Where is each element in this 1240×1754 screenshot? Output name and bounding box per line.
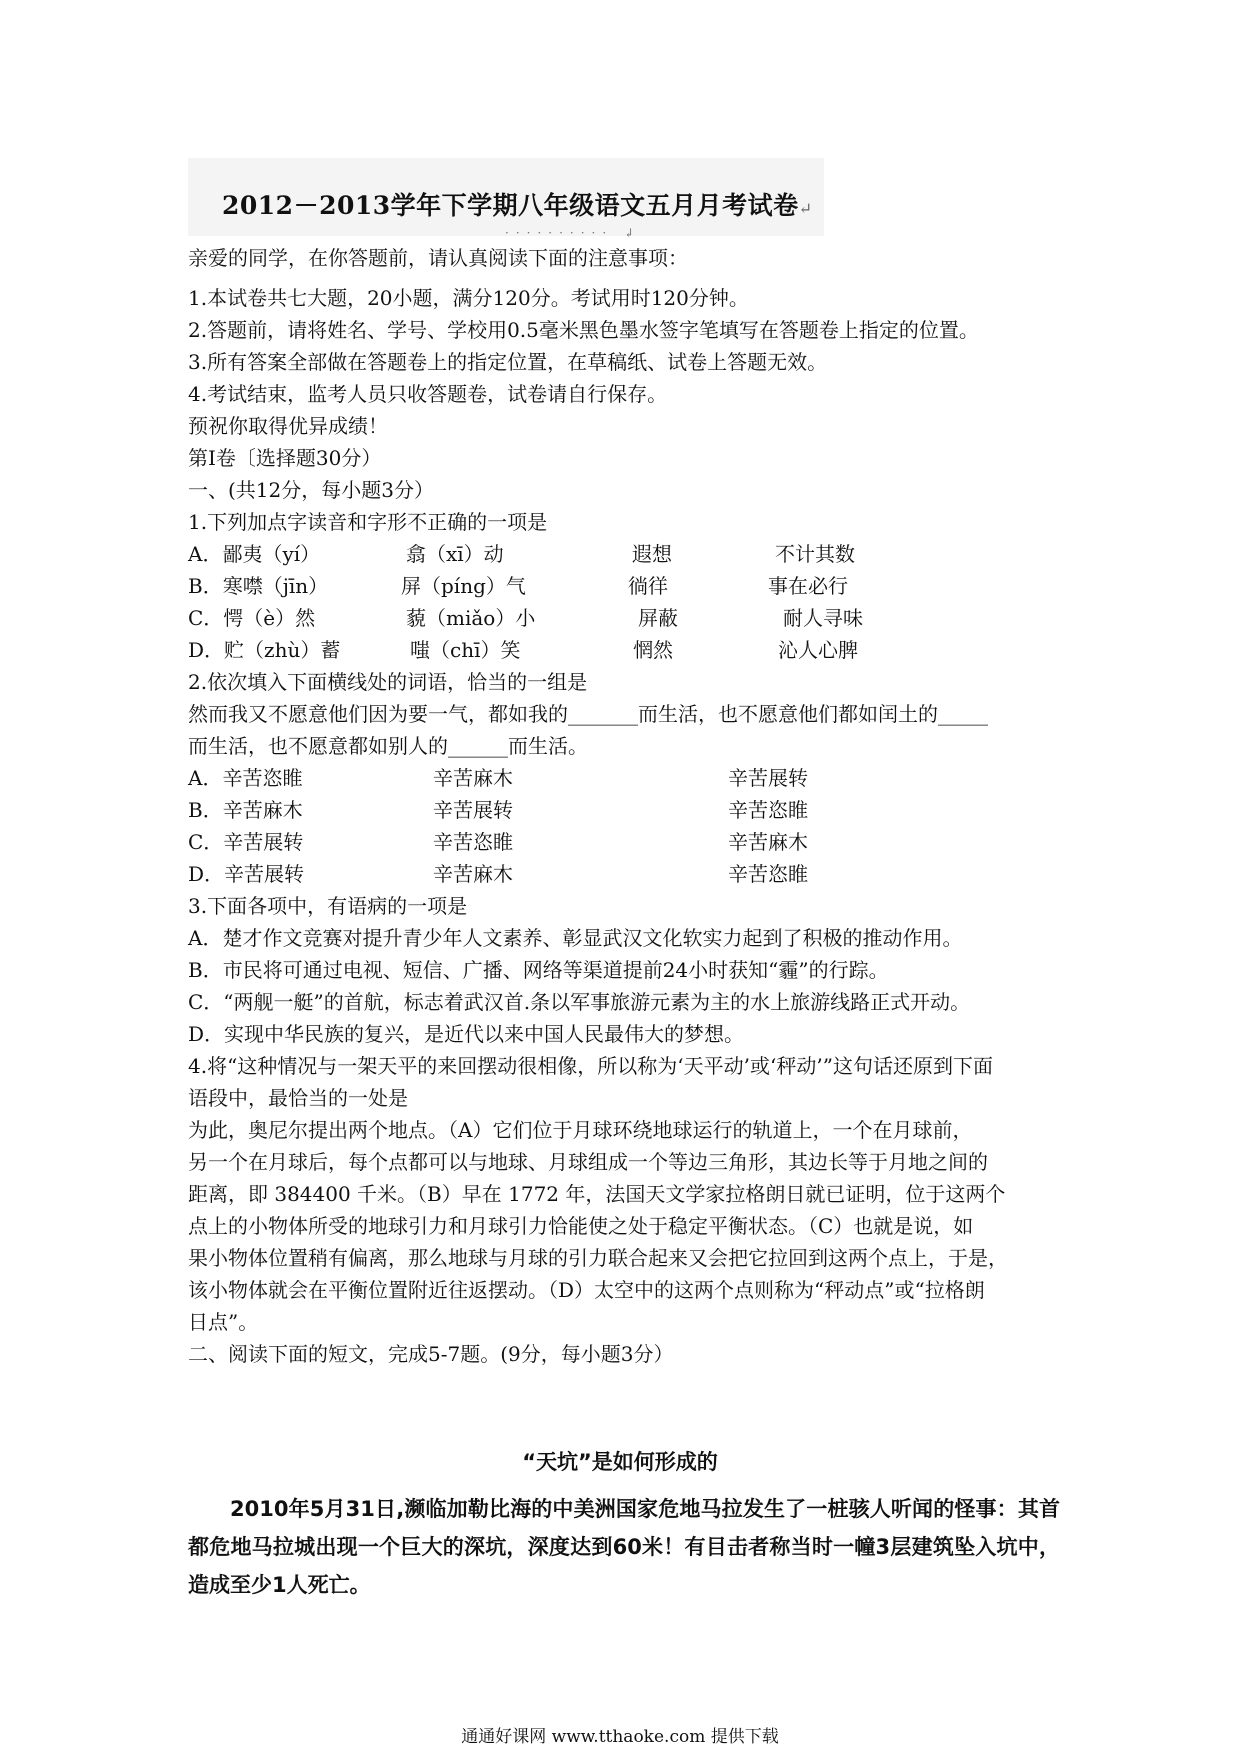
notice-intro: 亲爱的同学，在你答题前，请认真阅读下面的注意事项： — [188, 246, 688, 270]
q4-passage-5: 果小物体位置稍有偏离，那么地球与月球的引力联合起来又会把它拉回到这两个点上，于是， — [188, 1246, 1008, 1270]
q2-a-2: 辛苦麻木 — [433, 766, 513, 790]
q2-d-1: D．辛苦展转 — [188, 862, 305, 886]
q1-c-1: C．愕（è）然 — [188, 606, 316, 630]
q1-a-2: 翕（xī）动 — [406, 542, 504, 566]
q1-c-3: 屏蔽 — [638, 606, 678, 630]
q4-passage-1: 为此，奥尼尔提出两个地点。（A）它们位于月球环绕地球运行的轨道上，一个在月球前， — [188, 1118, 973, 1142]
notice-item-1: 1.本试卷共七大题，20小题，满分120分。考试用时120分钟。 — [188, 286, 749, 310]
q1-c-2: 藐（miǎo）小 — [406, 606, 536, 630]
q2-d-3: 辛苦恣睢 — [728, 862, 808, 886]
q1-a-4: 不计其数 — [775, 542, 855, 566]
q3-option-c: C．“两舰一艇”的首航，标志着武汉首.条以军事旅游元素为主的水上旅游线路正式开动。 — [188, 990, 971, 1014]
q1-stem: 1.下列加点字读音和字形不正确的一项是 — [188, 510, 548, 534]
q4-passage-4: 点上的小物体所受的地球引力和月球引力恰能使之处于稳定平衡状态。（C）也就是说，如 — [188, 1214, 974, 1238]
q1-c-4: 耐人寻味 — [783, 606, 863, 630]
article-title: “天坑”是如何形成的 — [522, 1450, 718, 1474]
q4-passage-6: 该小物体就会在平衡位置附近往返摆动。（D）太空中的这两个点则称为“秤动点”或“拉格朗 — [188, 1278, 985, 1302]
underline-dots: ·········· ↲ — [505, 226, 642, 240]
volume-heading: 第Ⅰ卷〔选择题30分） — [188, 446, 382, 470]
q4-passage-3: 距离，即 384400 千米。（B）早在 1772 年，法国天文学家拉格朗日就已证明，位于这两个 — [188, 1182, 1006, 1206]
q1-d-1: D．贮（zhù）蓄 — [188, 638, 341, 662]
article-paragraph: 2010年5月31日,濒临加勒比海的中美洲国家危地马拉发生了一桩骇人听闻的怪事：其首都危地马拉城出现一个巨大的深坑，深度达到60米！有目击者称当时一幢3层建筑坠入坑中，造成至少1人死亡。 — [188, 1497, 1060, 1597]
q4-passage-7: 日点”。 — [188, 1310, 259, 1334]
q3-stem: 3.下面各项中，有语病的一项是 — [188, 894, 468, 918]
q3-option-d: D．实现中华民族的复兴，是近代以来中国人民最伟大的梦想。 — [188, 1022, 745, 1046]
q2-c-2: 辛苦恣睢 — [433, 830, 513, 854]
q1-b-1: B．寒噤（jīn） — [188, 574, 329, 598]
q2-c-1: C．辛苦展转 — [188, 830, 304, 854]
q4-passage-2: 另一个在月球后，每个点都可以与地球、月球组成一个等边三角形，其边长等于月地之间的 — [188, 1150, 988, 1174]
notice-item-3: 3.所有答案全部做在答题卷上的指定位置，在草稿纸、试卷上答题无效。 — [188, 350, 828, 374]
notice-item-2: 2.答题前，请将姓名、学号、学校用0.5毫米黑色墨水签字笔填写在答题卷上指定的位置。 — [188, 318, 979, 342]
section2-heading: 二、阅读下面的短文，完成5-7题。(9分，每小题3分） — [188, 1342, 674, 1366]
title-text: 2012－2013学年下学期八年级语文五月月考试卷 — [222, 191, 799, 220]
q2-body-1: 然而我又不愿意他们因为要一气，都如我的_______而生活，也不愿意他们都如闰土的_____ — [188, 702, 988, 726]
q2-stem: 2.依次填入下面横线处的词语，恰当的一组是 — [188, 670, 588, 694]
page-title — [222, 186, 822, 222]
q1-a-1: A．鄙夷（yí） — [188, 542, 321, 566]
q4-stem-1: 4.将“这种情况与一架天平的来回摆动很相像，所以称为‘天平动’或‘秤动’”这句话还原到下面 — [188, 1054, 993, 1078]
q2-a-3: 辛苦展转 — [728, 766, 808, 790]
notice-item-4: 4.考试结束，监考人员只收答题卷，试卷请自行保存。 — [188, 382, 668, 406]
q2-b-3: 辛苦恣睢 — [728, 798, 808, 822]
section1-heading: 一、(共12分，每小题3分） — [188, 478, 434, 502]
q3-option-a: A．楚才作文竞赛对提升青少年人文素养、彰显武汉文化软实力起到了积极的推动作用。 — [188, 926, 963, 950]
q1-b-3: 徜徉 — [628, 574, 668, 598]
q2-b-1: B．辛苦麻木 — [188, 798, 303, 822]
q2-body-2: 而生活，也不愿意都如别人的______而生活。 — [188, 734, 588, 758]
q1-d-2: 嗤（chī）笑 — [410, 638, 521, 662]
q2-b-2: 辛苦展转 — [433, 798, 513, 822]
q1-a-3: 遐想 — [632, 542, 672, 566]
q2-c-3: 辛苦麻木 — [728, 830, 808, 854]
page-footer: 通通好课网 www.tthaoke.com 提供下载 — [461, 1727, 779, 1747]
q3-option-b: B．市民将可通过电视、短信、广播、网络等渠道提前24小时获知“霾”的行踪。 — [188, 958, 889, 982]
q4-stem-2: 语段中，最恰当的一处是 — [188, 1086, 408, 1110]
notice-wish: 预祝你取得优异成绩！ — [188, 414, 388, 438]
q1-d-4: 沁人心脾 — [778, 638, 858, 662]
q2-d-2: 辛苦麻木 — [433, 862, 513, 886]
q1-b-2: 屏（píng）气 — [401, 574, 526, 598]
q2-a-1: A．辛苦恣睢 — [188, 766, 303, 790]
q1-b-4: 事在必行 — [768, 574, 848, 598]
return-mark-icon: ↵ — [798, 199, 813, 218]
q1-d-3: 惘然 — [633, 638, 673, 662]
